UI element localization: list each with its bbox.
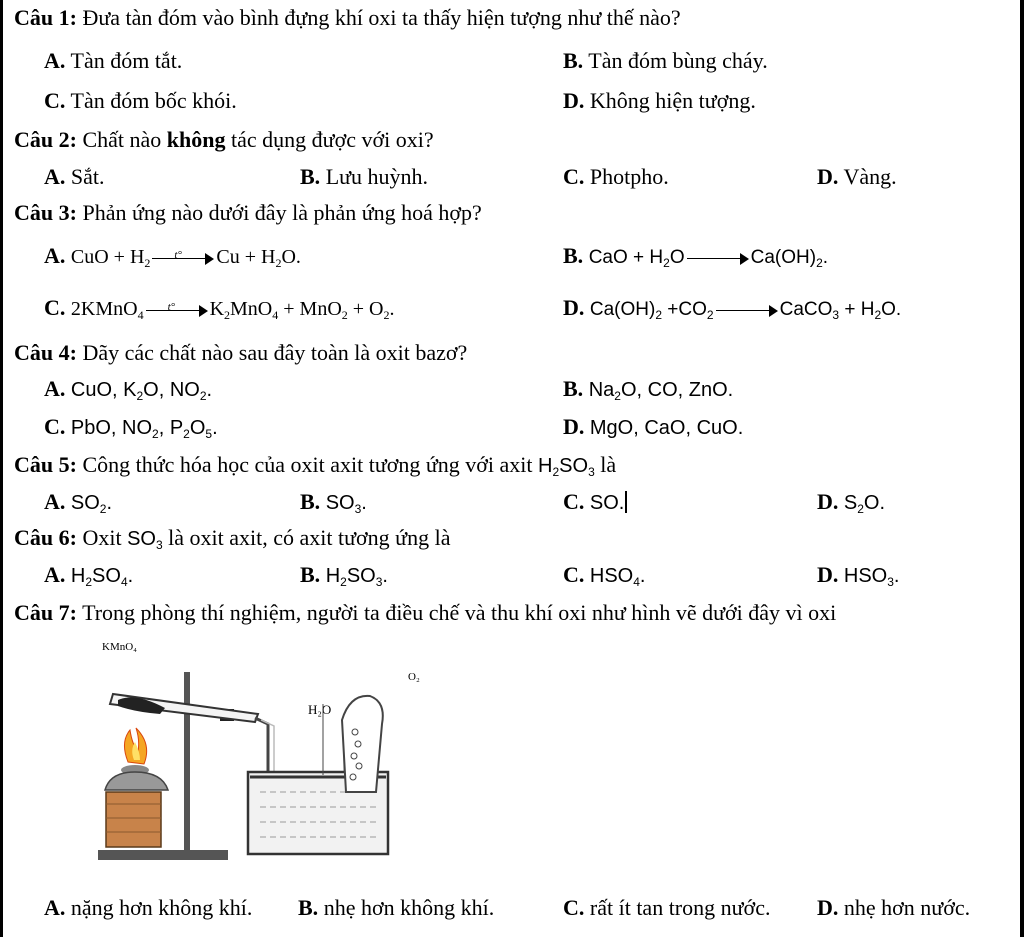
option-formula: $HSO_4$. <box>589 565 646 589</box>
equation-b: CaO + $H_2O$ $Ca(OH)_2$. <box>588 247 829 270</box>
option-letter: D. <box>817 895 839 920</box>
option-letter: A. <box>44 562 66 587</box>
option-letter: B. <box>563 376 584 401</box>
question-7 <box>14 600 836 626</box>
question-6 <box>14 525 451 558</box>
option-letter: D. <box>817 489 839 514</box>
alcohol-lamp <box>105 728 168 847</box>
question-1-text: Đưa tàn đóm vào bình đựng khí oxi ta thấy hiện tượng như thế nào? <box>82 5 681 30</box>
question-5-text-end: là <box>600 452 617 477</box>
option-text: rất ít tan trong nước. <box>589 895 771 920</box>
option-text: Photpho. <box>589 164 669 189</box>
q4-option-b[interactable] <box>563 376 733 409</box>
option-text: nặng hơn không khí. <box>70 895 253 920</box>
question-1 <box>14 5 681 31</box>
option-letter: D. <box>817 562 839 587</box>
q1-option-b[interactable] <box>563 48 768 74</box>
reaction-arrow-icon: t° <box>152 251 214 265</box>
q4-option-c[interactable] <box>44 414 218 447</box>
q6-option-c[interactable] <box>563 562 645 595</box>
option-formula: SO. <box>589 492 625 514</box>
option-formula: $HSO_3$. <box>843 565 900 589</box>
question-7-number: Câu 7: <box>14 600 77 625</box>
reaction-arrow-icon: t° <box>146 303 208 317</box>
q5-option-d[interactable] <box>817 489 885 522</box>
option-text: Không hiện tượng. <box>589 88 756 113</box>
option-formula: MgO, CaO, CuO. <box>589 417 744 439</box>
option-letter: A. <box>44 164 66 189</box>
equation-a: CuO + $H_2$ t° $Cu + H_2O$. <box>70 246 301 270</box>
q2-option-c[interactable] <box>563 164 669 190</box>
option-letter: B. <box>300 164 321 189</box>
equation-c: 2KMnO$_4$ t° $K_2MnO_4 + MnO_2 + O_2$. <box>70 298 395 322</box>
option-letter: A. <box>44 48 66 73</box>
q6-option-a[interactable] <box>44 562 133 595</box>
option-letter: D. <box>563 414 585 439</box>
option-letter: B. <box>563 48 584 73</box>
question-4-text: Dãy các chất nào sau đây toàn là oxit bazơ? <box>82 340 468 365</box>
option-letter: C. <box>44 88 66 113</box>
option-text: Sắt. <box>70 164 105 189</box>
option-text: Tàn đóm bùng cháy. <box>588 48 768 73</box>
q3-option-b[interactable] <box>563 243 828 276</box>
diagram-label-o2: O₂ <box>408 671 420 683</box>
question-3-text: Phản ứng nào dưới đây là phản ứng hoá hợp? <box>82 200 482 225</box>
q4-option-a[interactable] <box>44 376 212 409</box>
diagram-label-h2o: H₂O <box>308 702 332 717</box>
option-letter: C. <box>563 562 585 587</box>
q5-option-c[interactable] <box>563 489 627 516</box>
q1-option-d[interactable] <box>563 88 756 114</box>
option-letter: C. <box>563 895 585 920</box>
option-text: Vàng. <box>843 164 897 189</box>
option-text: Lưu huỳnh. <box>325 164 429 189</box>
option-formula: CuO, $K_2O$, $NO_2$. <box>70 379 213 403</box>
q1-option-a[interactable] <box>44 48 182 74</box>
q3-option-d[interactable] <box>563 295 901 328</box>
q3-option-a[interactable] <box>44 243 301 276</box>
question-2-text-end: tác dụng được với oxi? <box>225 127 434 152</box>
question-5-formula: $H_2SO_3$ <box>538 455 595 479</box>
option-text: nhẹ hơn không khí. <box>323 895 495 920</box>
option-letter: C. <box>44 295 66 320</box>
q5-option-a[interactable] <box>44 489 112 522</box>
q7-option-b[interactable] <box>298 895 494 921</box>
question-3-number: Câu 3: <box>14 200 77 225</box>
q7-option-a[interactable] <box>44 895 252 921</box>
option-letter: A. <box>44 243 66 268</box>
q2-option-a[interactable] <box>44 164 105 190</box>
option-letter: D. <box>563 88 585 113</box>
option-letter: C. <box>44 414 66 439</box>
page-right-border <box>1020 0 1024 937</box>
equation-d: $Ca(OH)_2 +CO_2$ CaCO$_3$ + $H_2O$. <box>589 299 902 322</box>
question-6-text: Oxit <box>82 525 122 550</box>
option-formula: $S_2O$. <box>843 492 886 516</box>
diagram-label-kmno4: KMnO₄ <box>102 641 138 653</box>
q2-option-b[interactable] <box>300 164 428 190</box>
question-1-number: Câu 1: <box>14 5 77 30</box>
option-text: Tàn đóm bốc khói. <box>70 88 237 113</box>
question-5-text: Công thức hóa học của oxit axit tương ứng với axit <box>82 452 533 477</box>
q2-option-d[interactable] <box>817 164 897 190</box>
oxygen-collection-diagram <box>80 632 420 882</box>
q6-option-d[interactable] <box>817 562 899 595</box>
option-letter: A. <box>44 376 66 401</box>
question-6-formula: $SO_3$ <box>127 528 163 552</box>
question-7-text: Trong phòng thí nghiệm, người ta điều chế và thu khí oxi như hình vẽ dưới đây vì oxi <box>82 600 837 625</box>
question-2-number: Câu 2: <box>14 127 77 152</box>
option-formula: $SO_2$. <box>70 492 113 516</box>
q5-option-b[interactable] <box>300 489 367 522</box>
option-formula: $SO_3$. <box>325 492 367 516</box>
option-letter: C. <box>563 164 585 189</box>
question-4-number: Câu 4: <box>14 340 77 365</box>
q6-option-b[interactable] <box>300 562 388 595</box>
option-formula: $H_2SO_3$. <box>325 565 388 589</box>
question-2-text: Chất nào <box>82 127 167 152</box>
option-letter: D. <box>817 164 839 189</box>
page-left-border <box>0 0 3 937</box>
option-letter: D. <box>563 295 585 320</box>
reaction-arrow-icon <box>716 303 778 317</box>
option-letter: B. <box>300 562 321 587</box>
option-letter: B. <box>300 489 321 514</box>
q1-option-c[interactable] <box>44 88 237 114</box>
option-letter: B. <box>563 243 584 268</box>
option-letter: A. <box>44 895 66 920</box>
question-3 <box>14 200 482 226</box>
question-6-number: Câu 6: <box>14 525 77 550</box>
text-cursor <box>625 491 627 513</box>
option-text: Tàn đóm tắt. <box>70 48 183 73</box>
option-formula: $H_2SO_4$. <box>70 565 134 589</box>
question-2-emphasis: không <box>166 127 226 152</box>
q4-option-d[interactable] <box>563 414 743 441</box>
question-5-number: Câu 5: <box>14 452 77 477</box>
option-letter: B. <box>298 895 319 920</box>
question-4 <box>14 340 467 366</box>
option-formula: PbO, $NO_2$, $P_2O_5$. <box>70 417 218 441</box>
q7-option-c[interactable] <box>563 895 770 921</box>
reaction-arrow-icon <box>687 251 749 265</box>
option-letter: A. <box>44 489 66 514</box>
question-5 <box>14 452 616 485</box>
question-6-text-end: là oxit axit, có axit tương ứng là <box>168 525 451 550</box>
option-letter: C. <box>563 489 585 514</box>
question-2 <box>14 127 434 153</box>
q7-option-d[interactable] <box>817 895 970 921</box>
option-formula: $Na_2O$, CO, ZnO. <box>588 379 734 403</box>
option-text: nhẹ hơn nước. <box>843 895 971 920</box>
q3-option-c[interactable] <box>44 295 395 328</box>
